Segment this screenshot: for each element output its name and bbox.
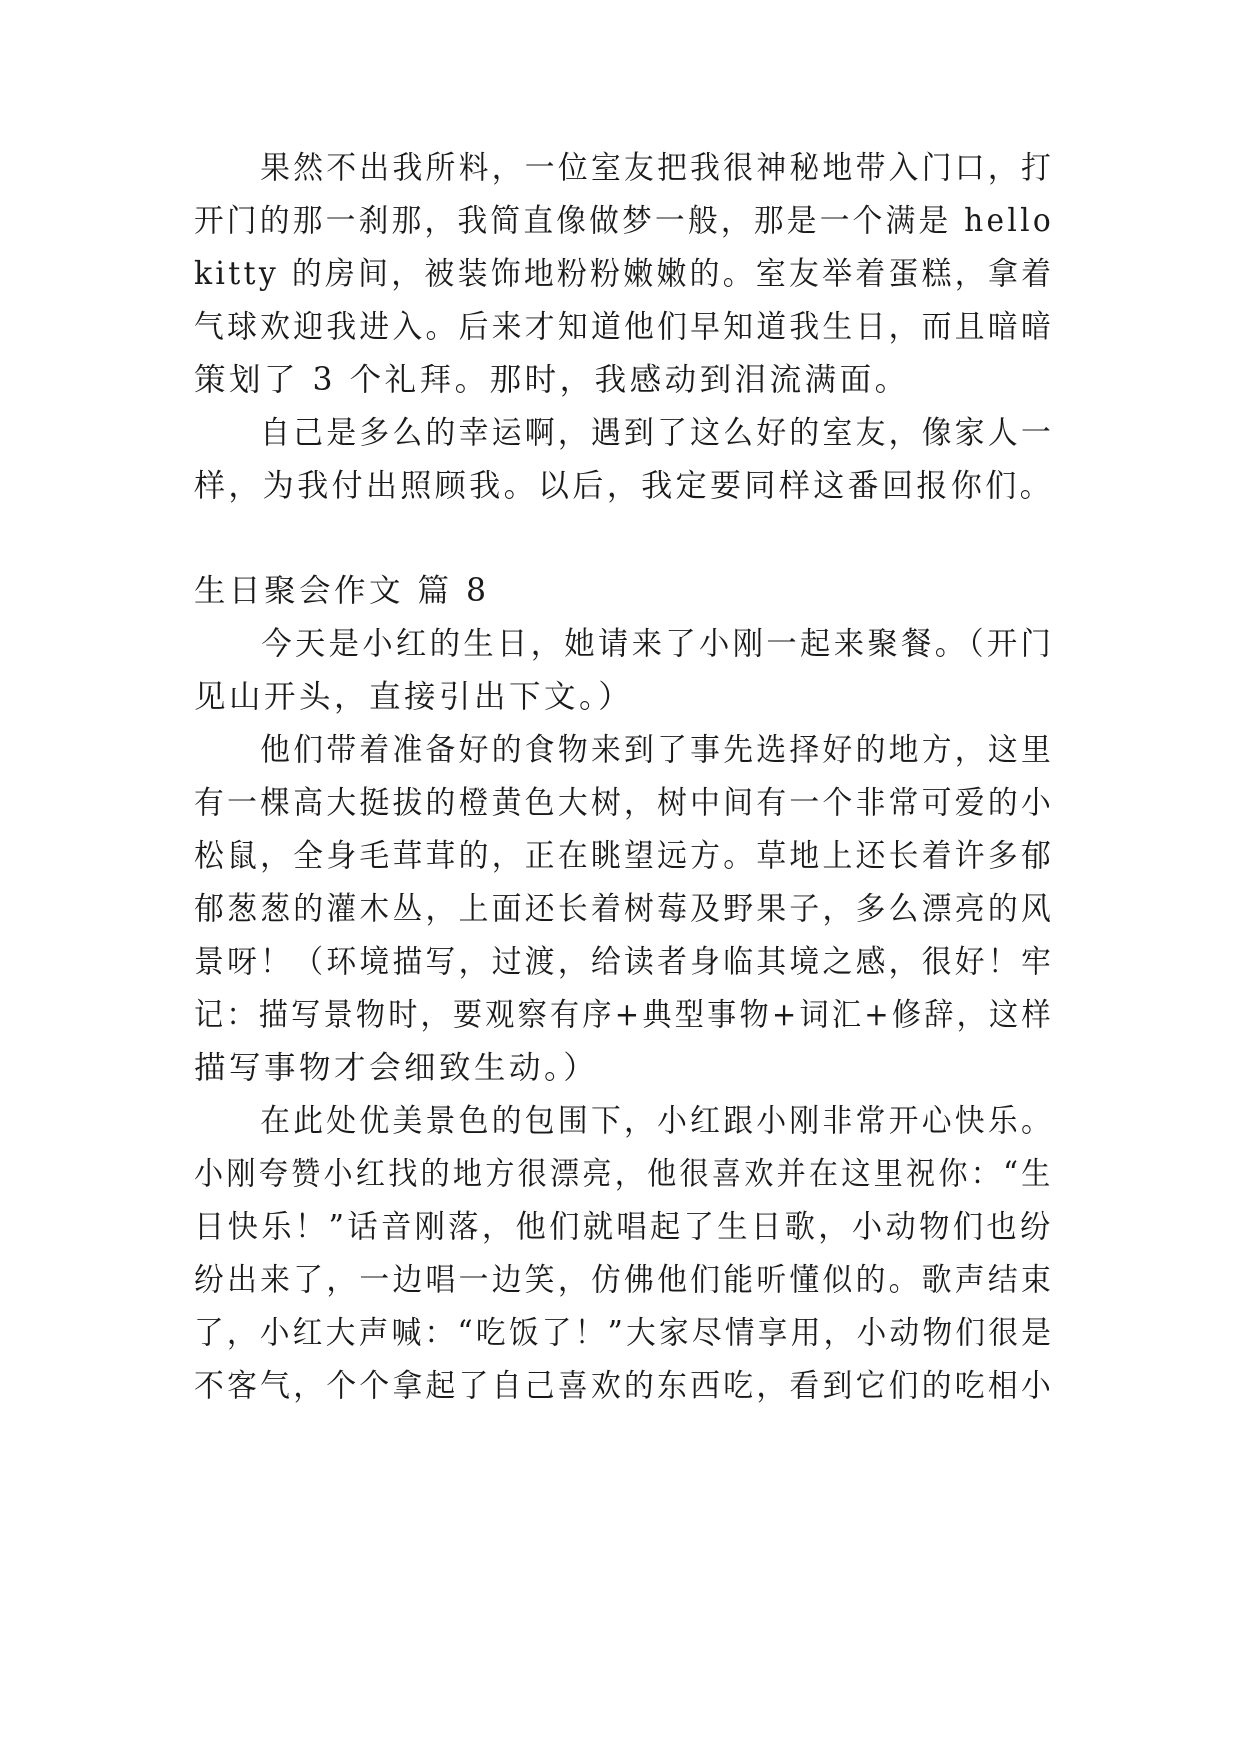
text-line: 见山开头，直接引出下文。）: [194, 679, 634, 715]
text-line: 小刚夸赞小红找的地方很漂亮，他很喜欢并在这里祝你：“生: [194, 1156, 1054, 1192]
text-line: 开门的那一刹那，我简直像做梦一般，那是一个满是 hello: [194, 203, 1055, 239]
text-line: 描写事物才会细致生动。）: [194, 1050, 599, 1086]
text-line: 气球欢迎我进入。后来才知道他们早知道我生日，而且暗暗: [194, 309, 1055, 345]
text-line: 了，小红大声喊：“吃饭了！”大家尽情享用，小动物们很是: [194, 1315, 1055, 1351]
text-line: 今天是小红的生日，她请来了小刚一起来聚餐。（开门: [194, 626, 1055, 662]
section-heading: 生日聚会作文 篇 8: [194, 573, 490, 609]
text-line: 他们带着准备好的食物来到了事先选择好的地方，这里: [194, 732, 1055, 768]
text-line: 策划了 3 个礼拜。那时，我感动到泪流满面。: [194, 362, 910, 398]
text-line: 自己是多么的幸运啊，遇到了这么好的室友，像家人一: [194, 415, 1055, 451]
text-line: 纷出来了，一边唱一边笑，仿佛他们能听懂似的。歌声结束: [194, 1262, 1055, 1298]
text-line: 样，为我付出照顾我。以后，我定要同样这番回报你们。: [194, 468, 1055, 504]
text-line: 果然不出我所料，一位室友把我很神秘地带入门口，打: [194, 150, 1055, 186]
text-line: 日快乐！”话音刚落，他们就唱起了生日歌，小动物们也纷: [194, 1209, 1054, 1245]
text-line: 记：描写景物时，要观察有序+典型事物+词汇+修辞，这样: [194, 997, 1054, 1033]
text-line: 景呀！（环境描写，过渡，给读者身临其境之感，很好！牢: [194, 944, 1055, 980]
text-line: 在此处优美景色的包围下，小红跟小刚非常开心快乐。: [194, 1103, 1055, 1139]
text-line: 不客气，个个拿起了自己喜欢的东西吃，看到它们的吃相小: [194, 1368, 1055, 1404]
text-line: 郁葱葱的灌木丛，上面还长着树莓及野果子，多么漂亮的风: [194, 891, 1055, 927]
text-line: 松鼠，全身毛茸茸的，正在眺望远方。草地上还长着许多郁: [194, 838, 1055, 874]
text-line: kitty 的房间，被装饰地粉粉嫩嫩的。室友举着蛋糕，拿着: [194, 256, 1055, 292]
text-line: 有一棵高大挺拔的橙黄色大树，树中间有一个非常可爱的小: [194, 785, 1055, 821]
